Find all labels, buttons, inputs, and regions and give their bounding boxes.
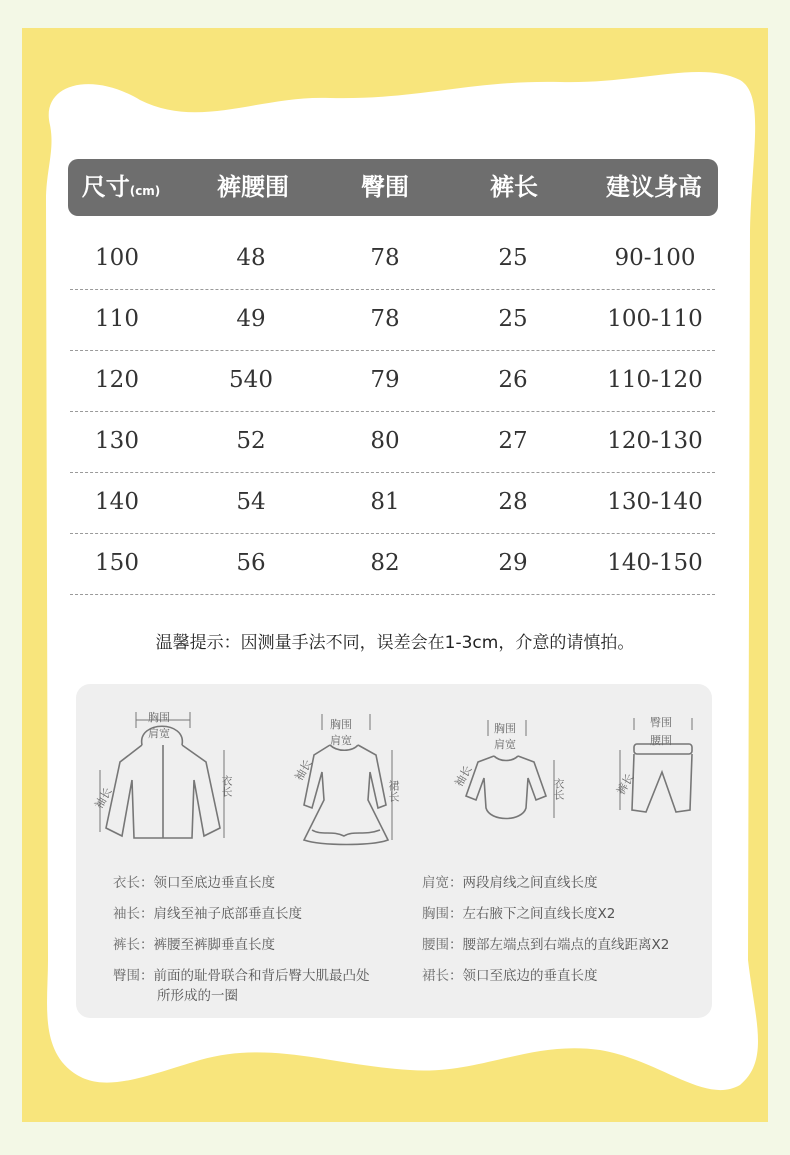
pants-icon [606, 700, 706, 830]
table-cell: 29 [498, 550, 528, 576]
table-cell: 81 [370, 489, 400, 515]
romper-sleeve-label: 袖长 [452, 763, 475, 790]
table-cell: 80 [370, 428, 400, 454]
romper-icon [450, 700, 570, 830]
jacket-shoulder-label: 肩宽 [148, 727, 170, 740]
pants-hip-label: 臀围 [650, 716, 672, 729]
pants-length-label: 裤长 [614, 771, 637, 798]
table-cell: 100 [95, 245, 139, 271]
table-cell: 49 [236, 306, 266, 332]
table-cell: 120-130 [607, 428, 703, 454]
romper-chest-label: 胸围 [494, 722, 516, 735]
romper-shoulder-label: 肩宽 [494, 738, 516, 751]
definition-list-left [113, 873, 370, 1006]
table-cell: 52 [236, 428, 266, 454]
table-cell: 28 [498, 489, 528, 515]
table-cell: 110-120 [607, 367, 703, 393]
table-cell: 130-140 [607, 489, 703, 515]
jacket-sleeve-label: 袖长 [92, 785, 115, 812]
definition-item: 胸围：左右腋下之间直线长度X2 [422, 906, 616, 922]
definition-item: 腰围：腰部左端点到右端点的直线距离X2 [422, 937, 670, 953]
table-cell: 54 [236, 489, 266, 515]
table-cell: 140 [95, 489, 139, 515]
table-cell: 540 [229, 367, 273, 393]
jacket-chest-label: 胸围 [148, 711, 170, 724]
romper-length-label: 衣长 [552, 778, 565, 800]
measurement-notice: 温馨提示：因测量手法不同，误差会在1-3cm，介意的请慎拍。 [155, 633, 635, 653]
table-row [70, 289, 715, 351]
definition-item: 臀围：前面的耻骨联合和背后臀大肌最凸处 [113, 968, 370, 984]
definition-item: 衣长：领口至底边垂直长度 [113, 875, 275, 891]
hooded-jacket-icon [92, 700, 242, 850]
table-cell: 56 [236, 550, 266, 576]
table-cell: 82 [370, 550, 400, 576]
table-cell: 120 [95, 367, 139, 393]
definition-item: 裙长：领口至底边的垂直长度 [422, 968, 598, 984]
definition-item: 裤长：裤腰至裤脚垂直长度 [113, 937, 275, 953]
table-row [70, 228, 715, 290]
header-pants-length: 裤长 [490, 173, 538, 201]
table-cell: 78 [370, 245, 400, 271]
table-cell: 90-100 [614, 245, 696, 271]
definition-item: 袖长：肩线至袖子底部垂直长度 [113, 906, 302, 922]
definition-item-continued: 所形成的一圈 [157, 988, 238, 1004]
table-cell: 79 [370, 367, 400, 393]
header-height: 建议身高 [606, 173, 702, 201]
header-waist: 裤腰围 [217, 173, 289, 201]
definition-item: 肩宽：两段肩线之间直线长度 [422, 875, 598, 891]
dress-sleeve-label: 袖长 [292, 757, 315, 784]
table-cell: 150 [95, 550, 139, 576]
table-cell: 110 [95, 306, 139, 332]
table-cell: 26 [498, 367, 528, 393]
table-cell: 48 [236, 245, 266, 271]
table-row [70, 472, 715, 534]
size-table-header [68, 159, 718, 216]
header-hip: 臀围 [361, 173, 409, 201]
dress-length-label: 裙长 [387, 780, 400, 802]
table-cell: 25 [498, 245, 528, 271]
table-row [70, 350, 715, 412]
dress-shoulder-label: 肩宽 [330, 734, 352, 747]
table-row [70, 533, 715, 595]
definition-list-right [422, 873, 669, 986]
table-cell: 140-150 [607, 550, 703, 576]
header-size: 尺寸(cm) [81, 173, 161, 201]
table-cell: 25 [498, 306, 528, 332]
dress-icon [292, 700, 402, 850]
table-cell: 27 [498, 428, 528, 454]
table-cell: 100-110 [607, 306, 703, 332]
table-cell: 78 [370, 306, 400, 332]
table-row [70, 411, 715, 473]
dress-chest-label: 胸围 [330, 718, 352, 731]
jacket-length-label: 衣长 [220, 775, 233, 797]
pants-waist-label: 腰围 [650, 734, 672, 747]
table-cell: 130 [95, 428, 139, 454]
